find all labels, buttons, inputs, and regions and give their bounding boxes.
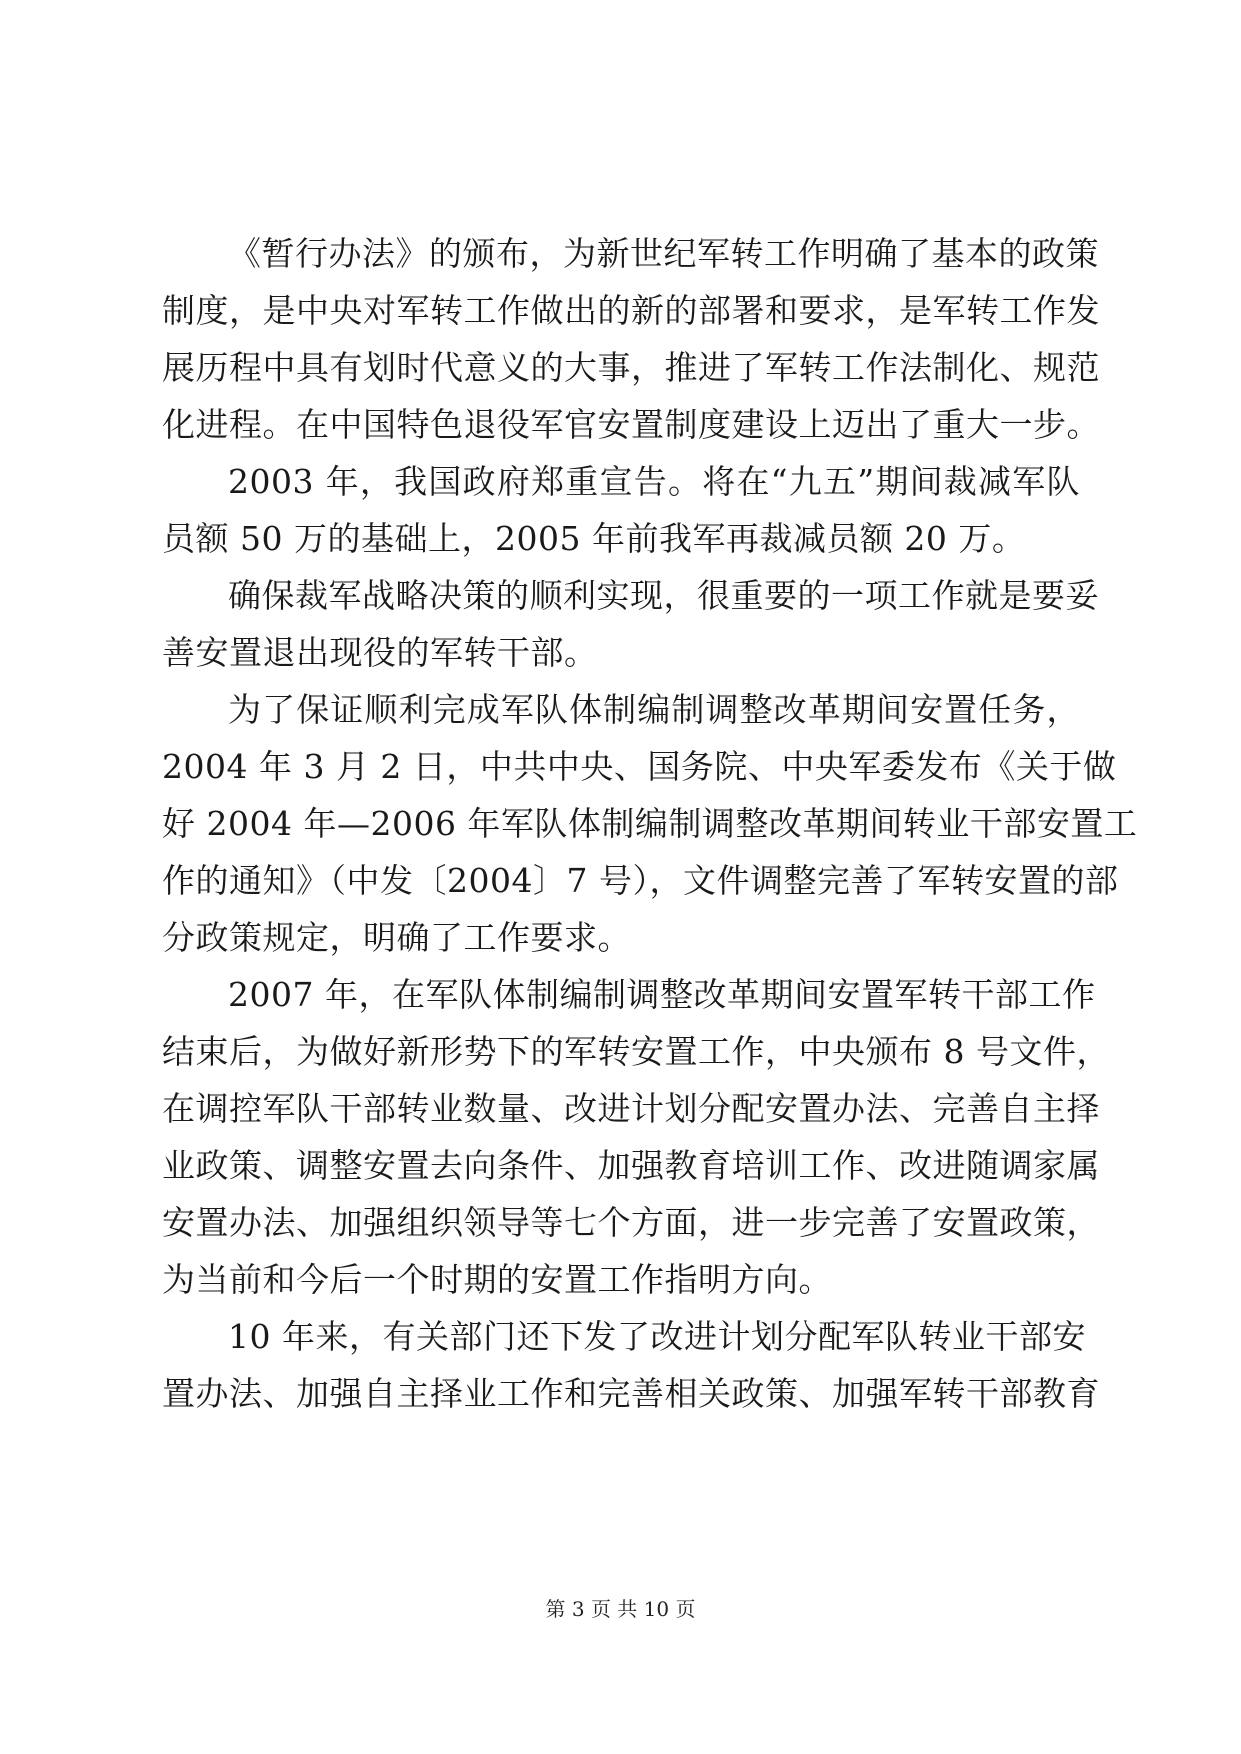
text-line: 2004 年 3 月 2 日，中共中央、国务院、中央军委发布《关于做	[162, 747, 1117, 786]
text-line: 10 年来，有关部门还下发了改进计划分配军队转业干部安	[228, 1317, 1086, 1356]
text-line: 《暂行办法》的颁布，为新世纪军转工作明确了基本的政策	[228, 234, 1099, 273]
paragraph	[162, 1308, 1100, 1422]
text-line: 在调控军队干部转业数量、改进计划分配安置办法、完善自主择	[162, 1089, 1100, 1128]
paragraph	[162, 225, 1100, 453]
text-line: 善安置退出现役的军转干部。	[162, 633, 598, 672]
text-line: 业政策、调整安置去向条件、加强教育培训工作、改进随调家属	[162, 1146, 1100, 1185]
text-line: 化进程。在中国特色退役军官安置制度建设上迈出了重大一步。	[162, 405, 1100, 444]
text-line: 置办法、加强自主择业工作和完善相关政策、加强军转干部教育	[162, 1374, 1100, 1413]
text-line: 为了保证顺利完成军队体制编制调整改革期间安置任务，	[228, 690, 1080, 729]
text-line: 2007 年，在军队体制编制调整改革期间安置军转干部工作	[228, 975, 1096, 1014]
text-line: 结束后，为做好新形势下的军转安置工作，中央颁布 8 号文件，	[162, 1032, 1110, 1071]
text-line: 分政策规定，明确了工作要求。	[162, 918, 631, 957]
text-line: 安置办法、加强组织领导等七个方面，进一步完善了安置政策，	[162, 1203, 1100, 1242]
paragraph	[162, 453, 1080, 567]
document-body	[162, 225, 1138, 1422]
text-line: 制度，是中央对军转工作做出的新的部署和要求，是军转工作发	[162, 291, 1100, 330]
paragraph	[162, 681, 1138, 966]
text-line: 展历程中具有划时代意义的大事，推进了军转工作法制化、规范	[162, 348, 1100, 387]
text-line: 确保裁军战略决策的顺利实现，很重要的一项工作就是要妥	[228, 576, 1099, 615]
paragraph	[162, 966, 1110, 1308]
text-line: 好 2004 年—2006 年军队体制编制调整改革期间转业干部安置工	[162, 804, 1138, 843]
text-line: 作的通知》（中发〔2004〕7 号），文件调整完善了军转安置的部	[162, 861, 1119, 900]
text-line: 2003 年，我国政府郑重宣告。将在“九五”期间裁减军队	[228, 462, 1080, 501]
text-line: 为当前和今后一个时期的安置工作指明方向。	[162, 1260, 832, 1299]
text-line: 员额 50 万的基础上，2005 年前我军再裁减员额 20 万。	[162, 519, 1026, 558]
page-number-footer: 第 3 页 共 10 页	[545, 1597, 696, 1621]
paragraph	[162, 567, 1099, 681]
